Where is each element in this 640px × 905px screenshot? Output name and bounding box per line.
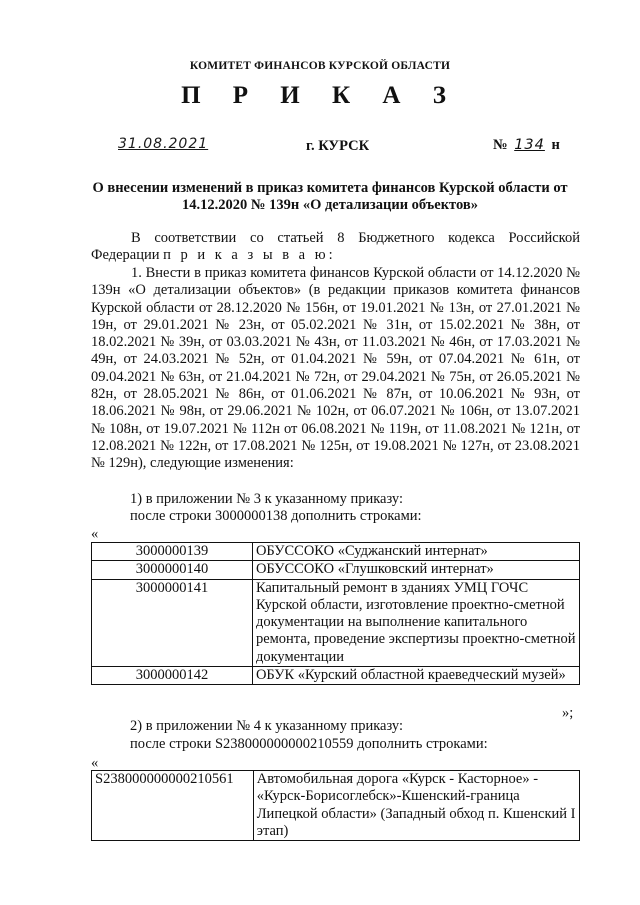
table-appendix-3 (91, 542, 580, 685)
table-row (92, 771, 580, 841)
row-code: 3000000139 (92, 543, 253, 561)
intro-order-word: п р и к а з ы в а ю: (163, 247, 336, 264)
subitem-1-instruction: после строки 3000000138 дополнить строками: (130, 508, 422, 524)
subitem-2: 2) в приложении № 4 к указанному приказу: (130, 718, 404, 734)
order-number-suffix: н (551, 137, 560, 153)
open-quote-1: « (91, 526, 99, 542)
item-1-paragraph: 1. Внести в приказ комитета финансов Курской области от 14.12.2020 № 139н «О детализации объектов» (в редакции приказов комитета финансов Курской области от 28.12.2020 № 156н, от 19.01.2021 № 13н, от 27.01.2021 № 19н, от 29.01.2021 № 23н, от 05.02.2021 № 31н, от 15.02.2021 № 38н, от 18.02.2021 № 39н, от 03.03.2021 № 43н, от 11.03.2021 № 46н, от 17.03.2021 № 49н, от 24.03.2021 № 52н, от 01.04.2021 № 59н, от 07.04.2021 № 61н, от 09.04.2021 № 63н, от 21.04.2021 № 72н, от 29.04.2021 № 75н, от 26.05.2021 № 82н, от 28.05.2021 № 86н, от 01.06.2021 № 87н, от 10.06.2021 № 93н, от 18.06.2021 № 98н, от 29.06.2021 № 102н, от 06.07.2021 № 106н, от 13.07.2021 № 108н, от 19.07.2021 № 112н от 06.08.2021 № 119н, от 11.08.2021 № 121н, от 12.08.2021 № 122н, от 17.08.2021 № 125н, от 19.08.2021 № 127н, от 23.08.2021 № 129н), следующие изменения: (91, 265, 580, 472)
order-number: 134 (514, 137, 545, 153)
row-name: Автомобильная дорога «Курск - Касторное» - «Курск-Борисоглебск»-Кшенский-граница Липецкой области» (Западный обход п. Кшенский I этап) (253, 771, 579, 841)
intro-text: В соответствии со статьей 8 Бюджетного кодекса Российской Федерации (91, 230, 580, 264)
row-name: ОБУССОКО «Суджанский интернат» (252, 543, 579, 561)
order-number-prefix: № (493, 137, 508, 153)
order-date: 31.08.2021 (118, 136, 209, 152)
table-appendix-4 (91, 770, 580, 841)
row-code: 3000000142 (92, 667, 253, 685)
row-name: ОБУК «Курский областной краеведческий музей» (252, 667, 579, 685)
table-row (92, 543, 580, 561)
row-code: 3000000140 (92, 561, 253, 579)
close-quote-1: »; (562, 705, 574, 721)
row-name: Капитальный ремонт в зданиях УМЦ ГОЧС Курской области, изготовление проектно-сметной документации на выполнение капитального ремонта, проведение экспертизы проектно-сметной документации (252, 579, 579, 666)
order-number-block (493, 137, 560, 154)
row-code: S238000000000210561 (92, 771, 254, 841)
committee-name: КОМИТЕТ ФИНАНСОВ КУРСКОЙ ОБЛАСТИ (189, 60, 451, 72)
order-city: г. КУРСК (306, 138, 370, 154)
open-quote-2: « (91, 755, 99, 771)
intro-paragraph (91, 230, 580, 265)
table-row (92, 667, 580, 685)
document-type-title: П Р И К А З (181, 82, 459, 109)
row-code: 3000000141 (92, 579, 253, 666)
order-subject: О внесении изменений в приказ комитета финансов Курской области от 14.12.2020 № 139н «О детализации объектов» (92, 180, 568, 213)
row-name: ОБУССОКО «Глушковский интернат» (252, 561, 579, 579)
table-row (92, 579, 580, 666)
subitem-1: 1) в приложении № 3 к указанному приказу: (130, 491, 404, 507)
subitem-2-instruction: после строки S238000000000210559 дополнить строками: (130, 736, 488, 752)
table-row (92, 561, 580, 579)
